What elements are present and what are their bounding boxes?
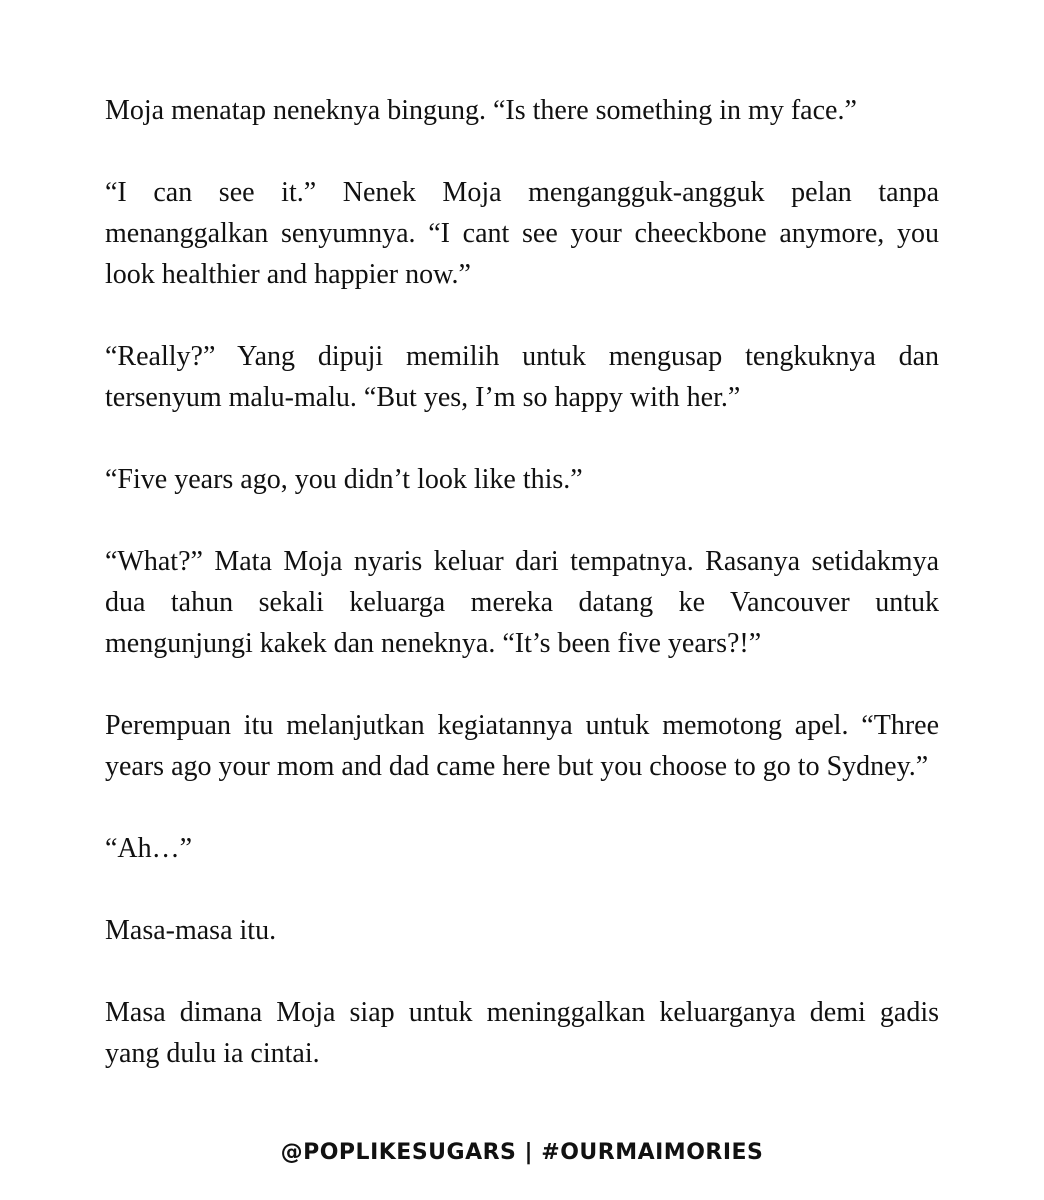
paragraph: Masa dimana Moja siap untuk meninggalkan keluarganya demi gadis yang dulu ia cintai. (105, 997, 939, 1069)
paragraph: “Five years ago, you didn’t look like this.” (105, 464, 583, 495)
paragraph: “I can see it.” Nenek Moja mengangguk-angguk pelan tanpa menanggalkan senyumnya. “I cant see your cheeckbone anymore, you look healthier and happier now.” (105, 177, 939, 290)
footer-credit: @POPLIKESUGARS | #OURMAIMORIES (280, 1140, 764, 1165)
paragraph: Moja menatap neneknya bingung. “Is there something in my face.” (105, 95, 857, 126)
paragraph: “What?” Mata Moja nyaris keluar dari tempatnya. Rasanya setidakmya dua tahun sekali keluarga mereka datang ke Vancouver untuk mengunjungi kakek dan neneknya. “It’s been five years?!” (105, 546, 939, 659)
paragraph: Masa-masa itu. (105, 915, 277, 946)
paragraph: “Really?” Yang dipuji memilih untuk mengusap tengkuknya dan tersenyum malu-malu. “But yes, I’m so happy with her.” (105, 341, 939, 413)
paragraph: “Ah…” (105, 833, 193, 864)
paragraph: Perempuan itu melanjutkan kegiatannya untuk memotong apel. “Three years ago your mom and dad came here but you choose to go to Sydney.” (105, 710, 939, 782)
story-text (105, 90, 939, 1074)
